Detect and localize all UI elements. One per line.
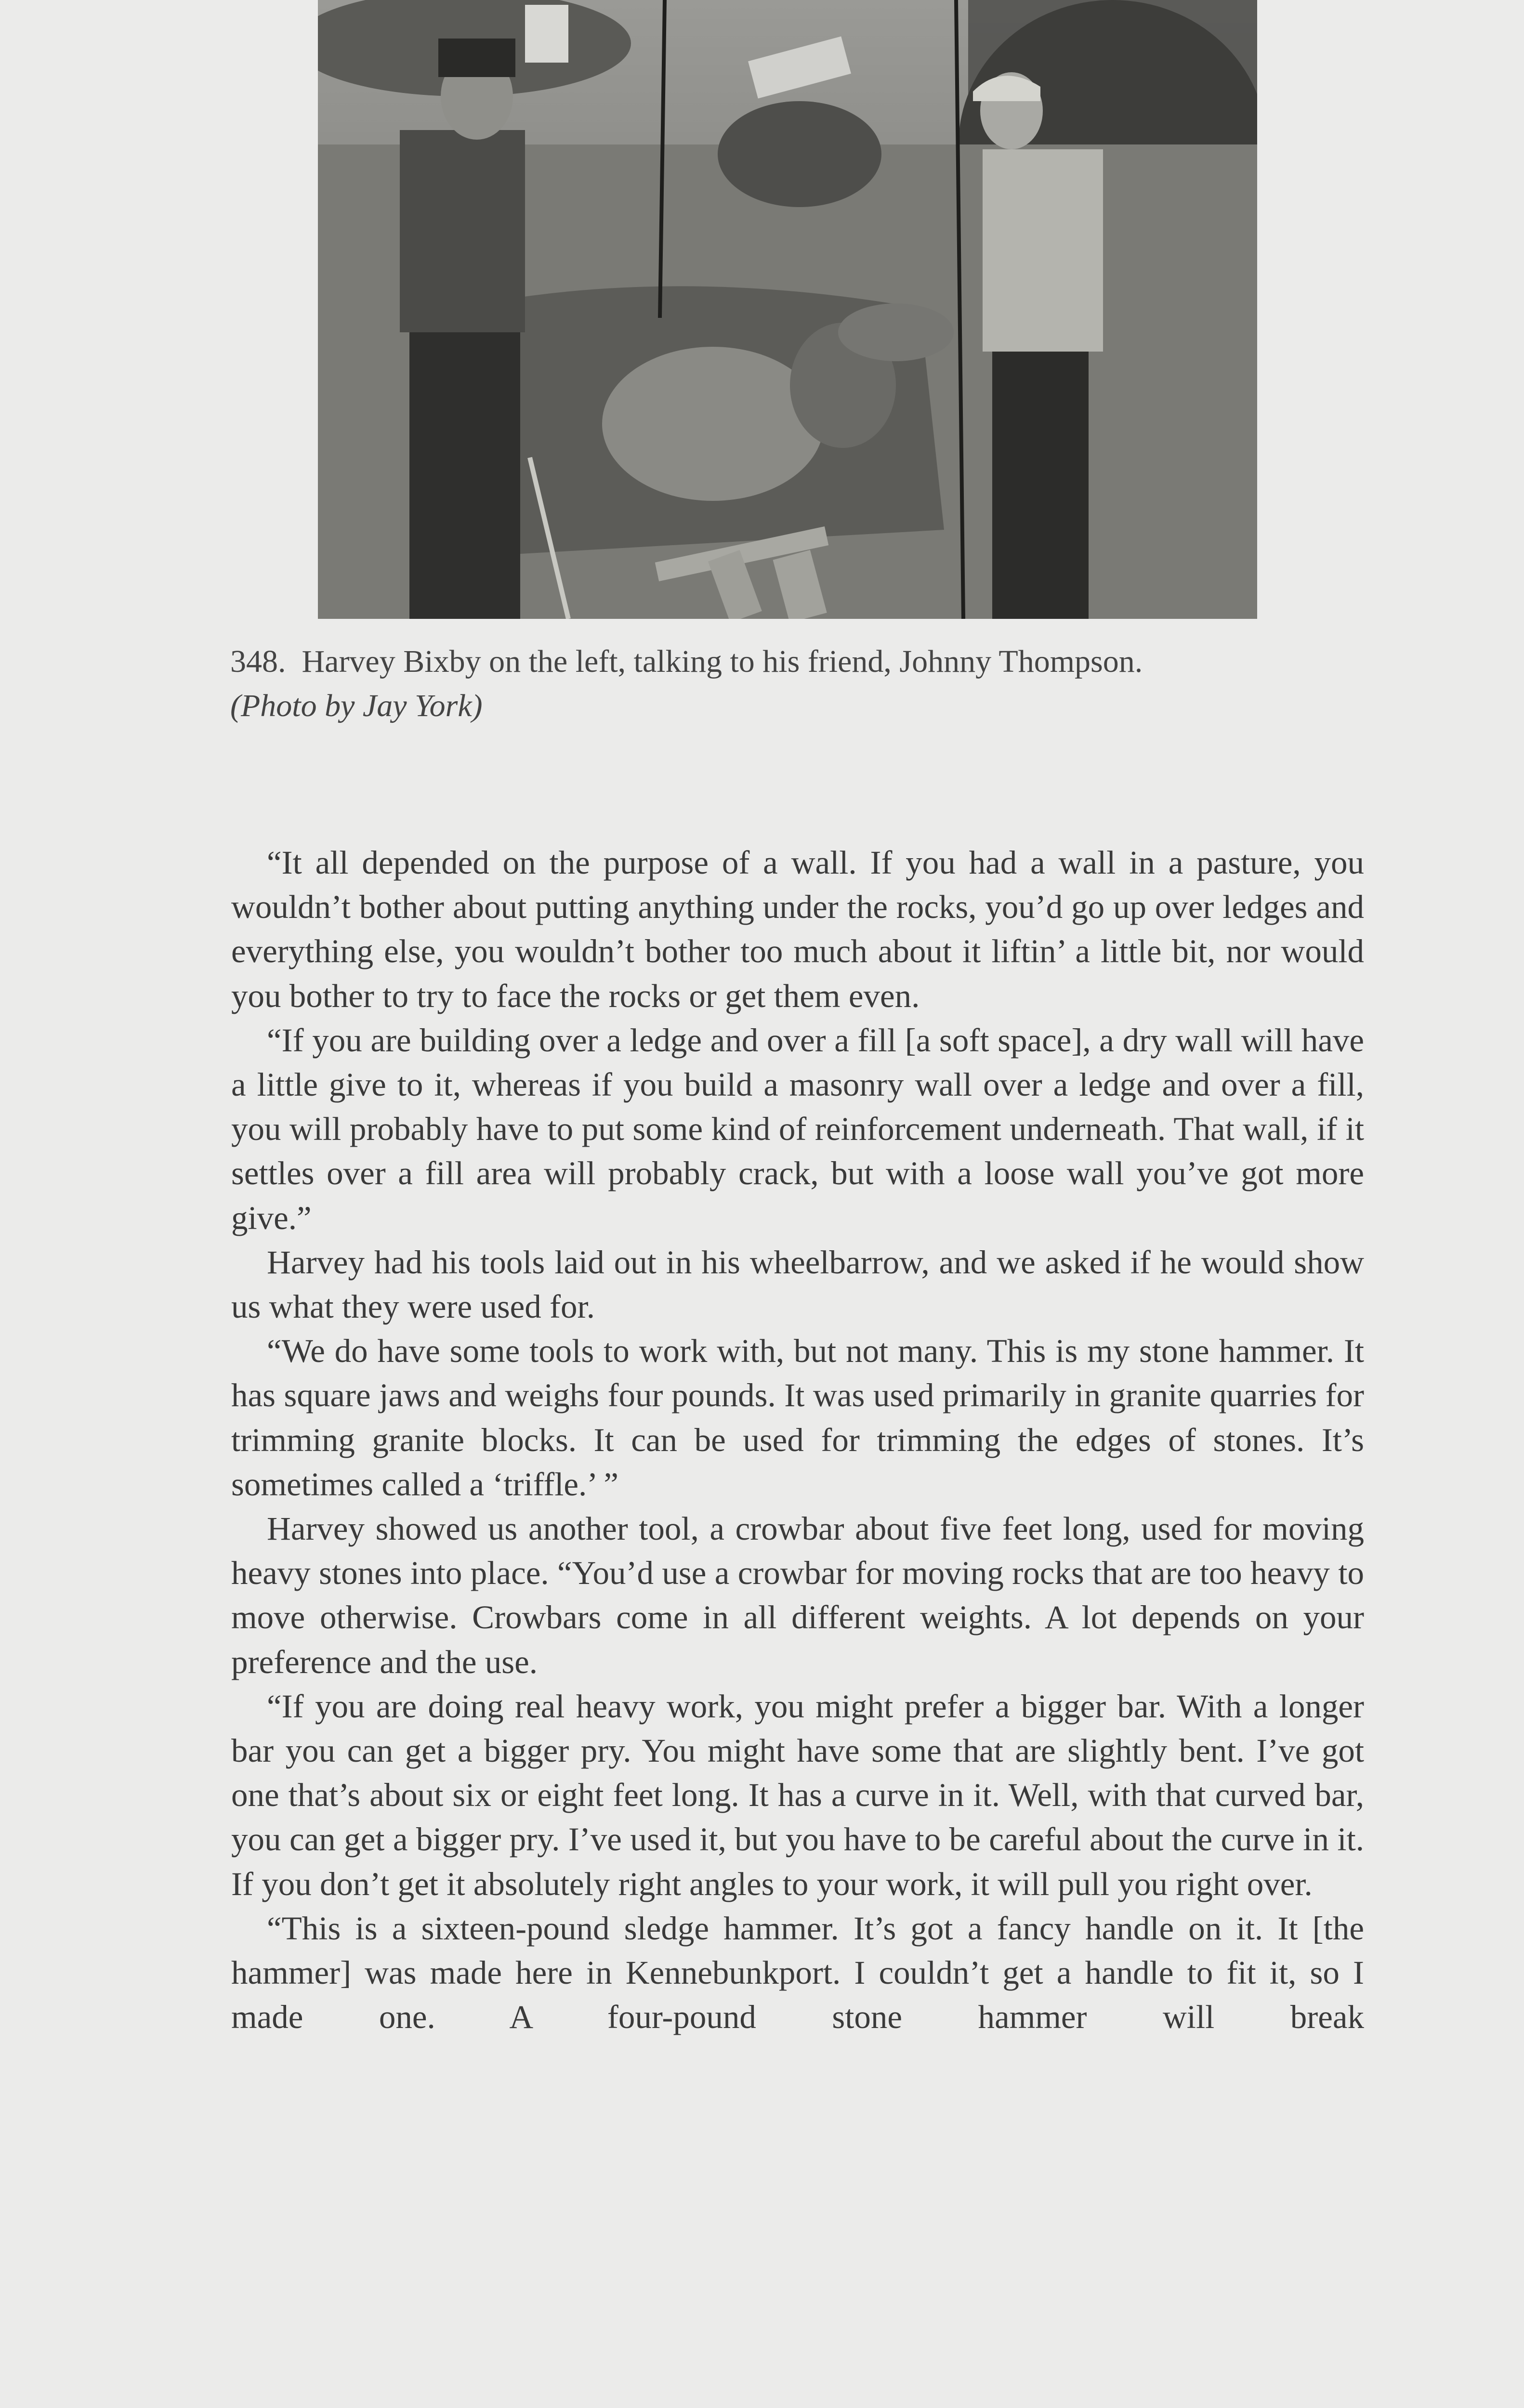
photo-caption: [230, 640, 1367, 728]
paragraph: “If you are doing real heavy work, you might prefer a bigger bar. With a longer bar you can get a bigger pry. You might have some that are slightly bent. I’ve got one that’s about six or eight feet long. It has a curve in it. Well, with that curved bar, you can get a bigger pry. I’ve used it, but you have to be careful about the curve in it. If you don’t get it absolutely right angles to your work, it will pull you right over.: [231, 1688, 1364, 1902]
photo-credit: (Photo by Jay York): [230, 688, 483, 723]
caption-text: Harvey Bixby on the left, talking to his friend, Johnny Thompson.: [302, 644, 1143, 679]
photo-harvey-bixby-johnny-thompson: [318, 0, 1257, 619]
paragraph: Harvey showed us another tool, a crowbar about five feet long, used for moving heavy stones into place. “You’d use a crowbar for moving rocks that are too heavy to move otherwise. Crowbars come in all different weights. A lot depends on your preference and the use.: [231, 1510, 1364, 1680]
paragraph: “It all depended on the purpose of a wall. If you had a wall in a pasture, you wouldn’t bother about putting anything under the rocks, you’d go up over ledges and everything else, you wouldn’t bother too much about it liftin’ a little bit, nor would you bother to try to face the rocks or get them even.: [231, 844, 1364, 1014]
paragraph: “If you are building over a ledge and over a fill [a soft space], a dry wall will have a little give to it, whereas if you build a masonry wall over a ledge and over a fill, you will probably have to put some kind of reinforcement underneath. That wall, if it settles over a fill area will probably crack, but with a loose wall you’ve got more give.”: [231, 1021, 1364, 1236]
paragraph: Harvey had his tools laid out in his wheelbarrow, and we asked if he would show us what they were used for.: [231, 1243, 1364, 1325]
caption-line: [230, 640, 1367, 684]
photo-image-icon: [318, 0, 1257, 619]
paragraph: “We do have some tools to work with, but not many. This is my stone hammer. It has square jaws and weighs four pounds. It was used primarily in granite quarries for trimming granite blocks. It can be used for trimming the edges of stones. It’s sometimes called a ‘triffle.’ ”: [231, 1333, 1364, 1503]
body-text: [231, 840, 1364, 2039]
paragraph: “This is a sixteen-pound sledge hammer. It’s got a fancy handle on it. It [the hammer] was made here in Kennebunkport. I couldn’t get a handle to fit it, so I made one. A four-pound stone hammer will break: [231, 1910, 1364, 2036]
caption-number: 348.: [230, 644, 286, 679]
